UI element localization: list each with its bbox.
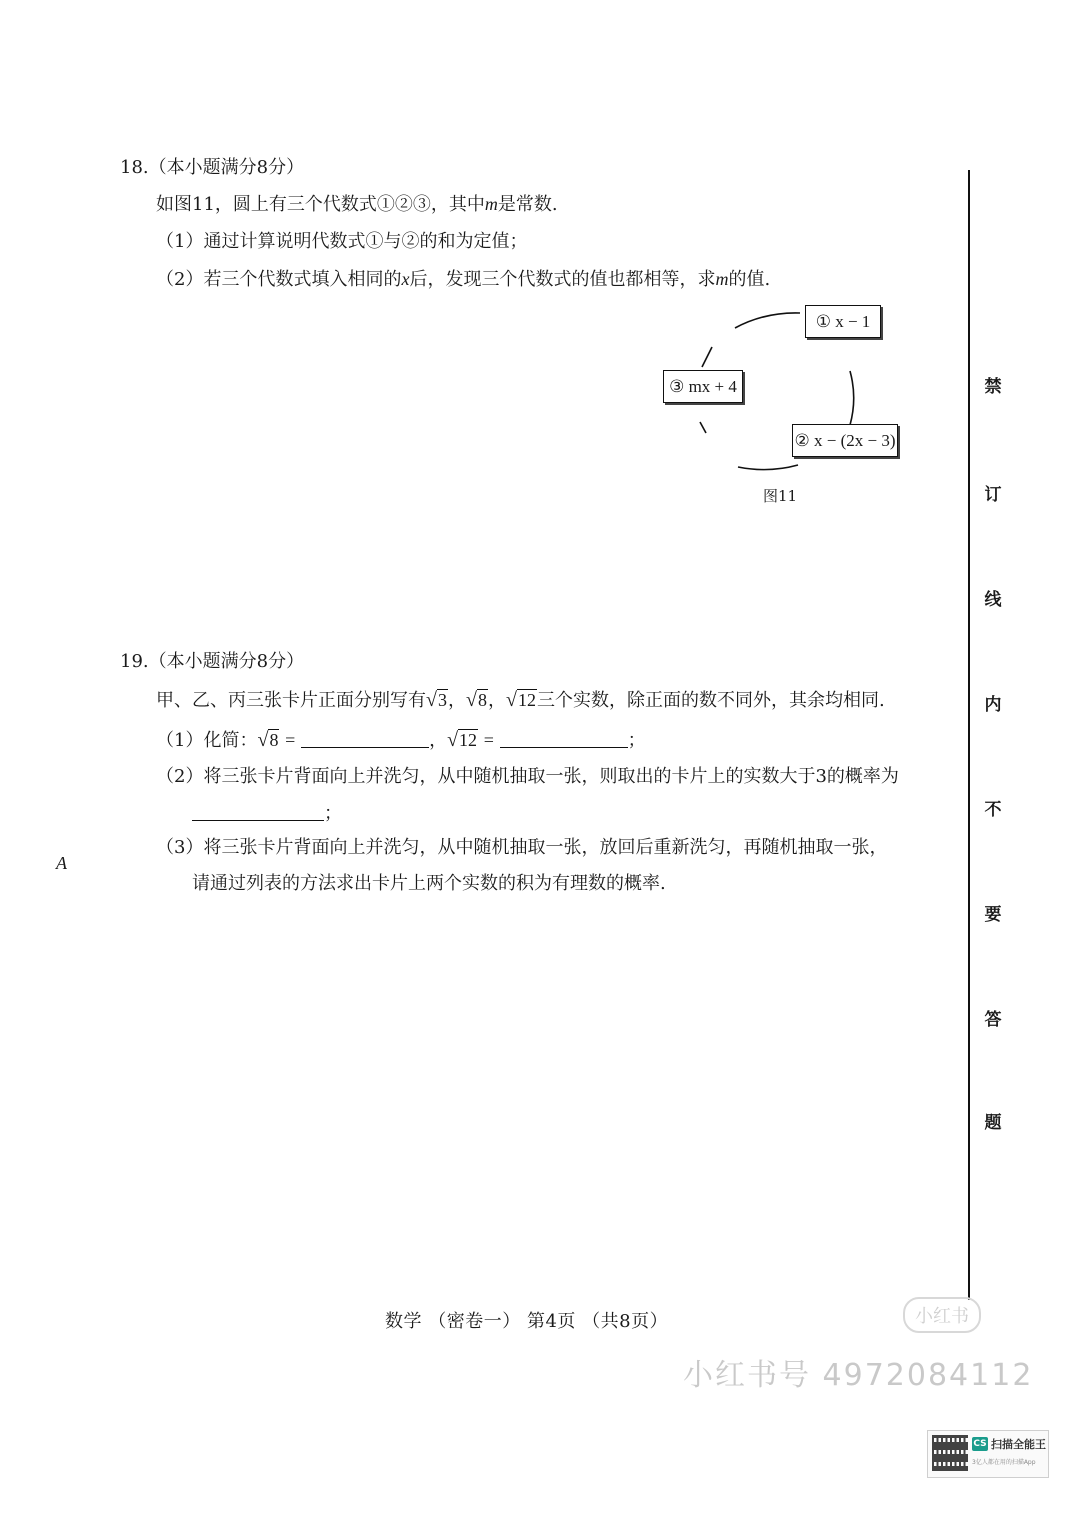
sqrt-3: √3 (426, 689, 447, 711)
q19-header: 19.（本小题满分8分） (120, 651, 305, 672)
circle-arc-top (735, 313, 800, 328)
scanner-title: 扫描全能王 (991, 1438, 1046, 1451)
page-footer: 数学 （密卷一） 第4页 （共8页） (385, 1311, 669, 1332)
q19-part1-label: （1）化简： (156, 730, 258, 751)
circle-arc-left-top (702, 347, 712, 367)
scanner-subtitle: 3亿人都在用的扫描App (972, 1459, 1036, 1466)
q19-intro-text-b: 三个实数，除正面的数不同外，其余均相同. (536, 690, 885, 711)
binding-char: 禁 (984, 377, 1002, 397)
equals-sign: = (483, 730, 494, 750)
q18-part1: （1）通过计算说明代数式①与②的和为定值； (156, 231, 528, 252)
semicolon: ； (627, 730, 646, 751)
binding-char: 答 (984, 1010, 1002, 1030)
q19-intro-text-a: 甲、乙、丙三张卡片正面分别写有 (156, 690, 426, 711)
semicolon: ； (324, 803, 342, 824)
circle-arc-bottom (738, 465, 798, 470)
expression-box-3: ③ mx + 4 (663, 370, 743, 403)
answer-blank-sqrt12[interactable] (500, 729, 628, 748)
separator: ， (487, 690, 506, 711)
q18-part2-text-a: （2）若三个代数式填入相同的 (156, 269, 402, 290)
q18-intro-m: m (484, 194, 498, 214)
q18-part2 (156, 267, 770, 292)
q19-intro (156, 688, 885, 713)
qr-code-icon (932, 1435, 968, 1471)
q18-header: 18.（本小题满分8分） (120, 157, 305, 178)
expression-box-1: ① x − 1 (805, 305, 881, 338)
q18-intro (156, 192, 558, 217)
q19-part3-line2: 请通过列表的方法求出卡片上两个实数的积为有理数的概率. (192, 873, 666, 894)
q18-intro-text-b: 是常数. (497, 194, 558, 215)
binding-char: 要 (984, 905, 1002, 925)
binding-char: 不 (984, 800, 1002, 820)
circle-arc-left-bottom (700, 422, 706, 433)
watermark-badge: 小红书 (903, 1297, 981, 1333)
binding-char: 订 (984, 485, 1002, 505)
q18-part2-x: x (401, 269, 410, 289)
sqrt-12: √12 (505, 689, 536, 711)
binding-char: 题 (984, 1113, 1002, 1133)
answer-blank-sqrt8[interactable] (301, 729, 429, 748)
sqrt-8: √8 (465, 689, 487, 711)
q18-part2-m: m (715, 269, 729, 289)
expression-box-2: ② x − (2x − 3) (792, 424, 898, 457)
figure-caption: 图11 (763, 487, 798, 505)
q18-part2-text-b: 后，发现三个代数式的值也都相等，求 (409, 269, 716, 290)
binding-char: 线 (984, 590, 1002, 610)
comma: ， (429, 730, 448, 751)
binding-char: 内 (984, 695, 1002, 715)
q19-part3-line1: （3）将三张卡片背面向上并洗匀，从中随机抽取一张，放回后重新洗匀，再随机抽取一张， (156, 837, 888, 858)
scanner-logo: CS (973, 1439, 987, 1449)
sqrt-8-simplify: √8 (257, 729, 279, 751)
q19-part2: （2）将三张卡片背面向上并洗匀，从中随机抽取一张，则取出的卡片上的实数大于3的概率为 (156, 766, 899, 787)
q18-part2-text-c: 的值. (728, 269, 771, 290)
answer-blank-probability[interactable] (192, 802, 324, 821)
q19-part1 (156, 728, 646, 753)
equals-sign: = (285, 730, 296, 750)
sqrt-12-simplify: √12 (447, 729, 478, 751)
separator: ， (447, 690, 466, 711)
circle-arc-right (850, 371, 854, 425)
q19-part2-answer (192, 802, 342, 826)
watermark-text: 小红书号 4972084112 (683, 1358, 1034, 1393)
binding-line (968, 170, 970, 1300)
q18-intro-text-a: 如图11，圆上有三个代数式①②③，其中 (156, 194, 485, 215)
scanner-badge (927, 1430, 1049, 1478)
margin-letter: A (56, 853, 67, 873)
